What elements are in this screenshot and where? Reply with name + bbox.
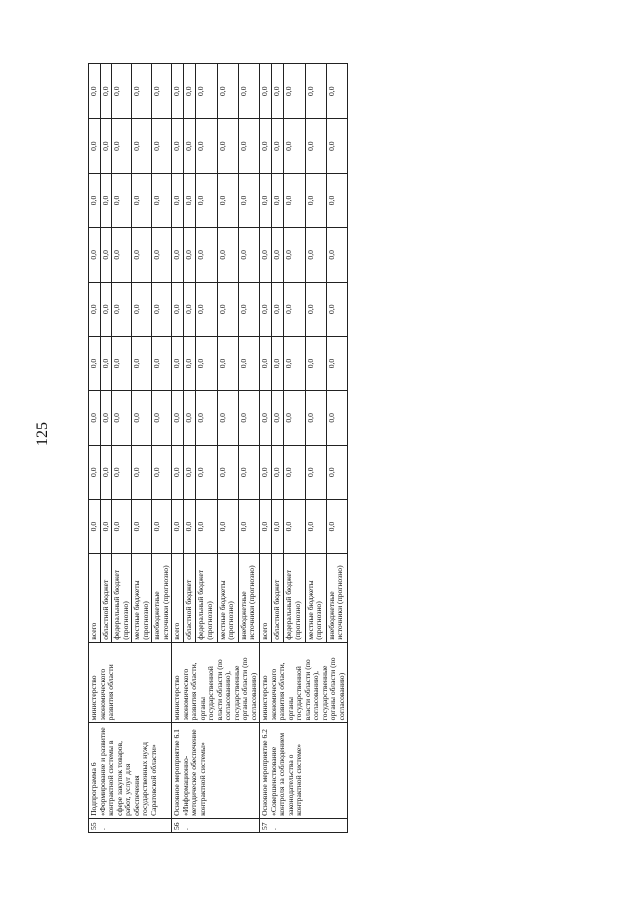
value-cell: 0,0 [132, 119, 152, 173]
row-executor: министерство экономического развития области, органы государственной власти области (по согласованию), государственные органы области (по согласованию) [172, 642, 260, 723]
table-row [260, 64, 272, 833]
value-cell: 0,0 [217, 391, 238, 445]
value-cell: 0,0 [184, 119, 196, 173]
value-cell: 0,0 [260, 282, 272, 336]
value-cell: 0,0 [238, 445, 259, 499]
value-cell: 0,0 [217, 282, 238, 336]
value-cell: 0,0 [217, 173, 238, 227]
funding-source-label: областной бюджет [272, 554, 284, 643]
value-cell: 0,0 [305, 445, 326, 499]
value-cell: 0,0 [89, 173, 101, 227]
value-cell: 0,0 [238, 336, 259, 390]
value-cell: 0,0 [326, 228, 347, 282]
funding-source-label: всего [89, 554, 101, 643]
value-cell: 0,0 [172, 119, 184, 173]
value-cell: 0,0 [305, 228, 326, 282]
value-cell: 0,0 [196, 173, 217, 227]
funding-source-label: всего [260, 554, 272, 643]
value-cell: 0,0 [132, 173, 152, 227]
value-cell: 0,0 [172, 64, 184, 119]
value-cell: 0,0 [132, 228, 152, 282]
value-cell: 0,0 [272, 173, 284, 227]
value-cell: 0,0 [217, 228, 238, 282]
row-no: 57. [260, 818, 348, 832]
value-cell: 0,0 [305, 119, 326, 173]
value-cell: 0,0 [100, 499, 112, 553]
funding-source-label: местные бюджеты (прогнозно) [132, 554, 152, 643]
value-cell: 0,0 [152, 391, 172, 445]
value-cell: 0,0 [89, 445, 101, 499]
value-cell: 0,0 [184, 282, 196, 336]
value-cell: 0,0 [272, 336, 284, 390]
value-cell: 0,0 [112, 64, 132, 119]
funding-source-label: областной бюджет [100, 554, 112, 643]
value-cell: 0,0 [305, 64, 326, 119]
value-cell: 0,0 [100, 336, 112, 390]
value-cell: 0,0 [284, 499, 305, 553]
value-cell: 0,0 [326, 499, 347, 553]
value-cell: 0,0 [217, 445, 238, 499]
value-cell: 0,0 [132, 445, 152, 499]
value-cell: 0,0 [132, 499, 152, 553]
funding-source-label: областной бюджет [184, 554, 196, 643]
funding-source-label: внебюджетные источники (прогнозно) [152, 554, 172, 643]
value-cell: 0,0 [238, 391, 259, 445]
value-cell: 0,0 [100, 173, 112, 227]
row-title: Основное мероприятие 6.2 «Совершенствование контроля за соблюдением законодательства о контрактной системе» [260, 723, 348, 819]
value-cell: 0,0 [89, 228, 101, 282]
value-cell: 0,0 [184, 64, 196, 119]
value-cell: 0,0 [89, 64, 101, 119]
value-cell: 0,0 [132, 391, 152, 445]
value-cell: 0,0 [272, 119, 284, 173]
funding-source-label: федеральный бюджет (прогнозно) [284, 554, 305, 643]
table-body [89, 64, 348, 833]
value-cell: 0,0 [326, 391, 347, 445]
value-cell: 0,0 [100, 445, 112, 499]
value-cell: 0,0 [326, 119, 347, 173]
value-cell: 0,0 [238, 499, 259, 553]
value-cell: 0,0 [260, 119, 272, 173]
row-title: Основное мероприятие 6.1 «Информационно-методическое обеспечение контрактной системы» [172, 723, 260, 819]
value-cell: 0,0 [260, 173, 272, 227]
value-cell: 0,0 [326, 445, 347, 499]
funding-source-label: федеральный бюджет (прогнозно) [196, 554, 217, 643]
value-cell: 0,0 [89, 119, 101, 173]
value-cell: 0,0 [272, 64, 284, 119]
value-cell: 0,0 [272, 228, 284, 282]
value-cell: 0,0 [100, 391, 112, 445]
value-cell: 0,0 [260, 391, 272, 445]
value-cell: 0,0 [196, 64, 217, 119]
value-cell: 0,0 [238, 173, 259, 227]
value-cell: 0,0 [89, 282, 101, 336]
budget-table-rotated [88, 63, 346, 833]
value-cell: 0,0 [112, 445, 132, 499]
value-cell: 0,0 [152, 173, 172, 227]
value-cell: 0,0 [184, 499, 196, 553]
row-no: 56. [172, 818, 260, 832]
value-cell: 0,0 [112, 391, 132, 445]
value-cell: 0,0 [112, 336, 132, 390]
value-cell: 0,0 [196, 336, 217, 390]
funding-source-label: местные бюджеты (прогнозно) [305, 554, 326, 643]
value-cell: 0,0 [112, 228, 132, 282]
value-cell: 0,0 [284, 228, 305, 282]
value-cell: 0,0 [172, 499, 184, 553]
value-cell: 0,0 [196, 282, 217, 336]
row-executor: министерство экономического развития области [89, 642, 172, 723]
value-cell: 0,0 [305, 391, 326, 445]
value-cell: 0,0 [284, 173, 305, 227]
value-cell: 0,0 [238, 228, 259, 282]
value-cell: 0,0 [260, 228, 272, 282]
value-cell: 0,0 [152, 228, 172, 282]
value-cell: 0,0 [184, 228, 196, 282]
value-cell: 0,0 [284, 336, 305, 390]
value-cell: 0,0 [132, 282, 152, 336]
value-cell: 0,0 [172, 336, 184, 390]
value-cell: 0,0 [132, 336, 152, 390]
value-cell: 0,0 [112, 119, 132, 173]
value-cell: 0,0 [217, 499, 238, 553]
value-cell: 0,0 [217, 336, 238, 390]
value-cell: 0,0 [196, 445, 217, 499]
value-cell: 0,0 [172, 228, 184, 282]
value-cell: 0,0 [284, 119, 305, 173]
value-cell: 0,0 [284, 445, 305, 499]
value-cell: 0,0 [305, 336, 326, 390]
value-cell: 0,0 [238, 119, 259, 173]
value-cell: 0,0 [326, 173, 347, 227]
page-number: 125 [34, 422, 51, 446]
value-cell: 0,0 [152, 282, 172, 336]
value-cell: 0,0 [172, 282, 184, 336]
value-cell: 0,0 [326, 64, 347, 119]
value-cell: 0,0 [172, 391, 184, 445]
table-row [89, 64, 101, 833]
funding-source-label: местные бюджеты (прогнозно) [217, 554, 238, 643]
value-cell: 0,0 [196, 119, 217, 173]
value-cell: 0,0 [272, 391, 284, 445]
value-cell: 0,0 [152, 64, 172, 119]
funding-source-label: внебюджетные источники (прогнозно) [326, 554, 347, 643]
value-cell: 0,0 [100, 64, 112, 119]
row-no: 55. [89, 818, 172, 832]
value-cell: 0,0 [272, 499, 284, 553]
value-cell: 0,0 [305, 282, 326, 336]
value-cell: 0,0 [260, 64, 272, 119]
value-cell: 0,0 [238, 64, 259, 119]
row-executor: министерство экономического развития области, органы государственной власти области (по согласованию), государственные органы области (по согласованию) [260, 642, 348, 723]
value-cell: 0,0 [284, 391, 305, 445]
value-cell: 0,0 [152, 119, 172, 173]
value-cell: 0,0 [284, 282, 305, 336]
value-cell: 0,0 [112, 173, 132, 227]
value-cell: 0,0 [260, 499, 272, 553]
value-cell: 0,0 [100, 228, 112, 282]
value-cell: 0,0 [326, 336, 347, 390]
value-cell: 0,0 [326, 282, 347, 336]
value-cell: 0,0 [152, 336, 172, 390]
value-cell: 0,0 [260, 336, 272, 390]
budget-table [88, 63, 348, 833]
value-cell: 0,0 [112, 499, 132, 553]
value-cell: 0,0 [89, 336, 101, 390]
value-cell: 0,0 [217, 64, 238, 119]
value-cell: 0,0 [260, 445, 272, 499]
value-cell: 0,0 [184, 445, 196, 499]
row-title: Подпрограмма 6 «Формирование и развитие контрактной системы в сфере закупок товаров, работ, услуг для обеспечения государственных нужд Саратовской области» [89, 723, 172, 819]
funding-source-label: внебюджетные источники (прогнозно) [238, 554, 259, 643]
value-cell: 0,0 [152, 445, 172, 499]
value-cell: 0,0 [184, 391, 196, 445]
value-cell: 0,0 [217, 119, 238, 173]
value-cell: 0,0 [100, 119, 112, 173]
value-cell: 0,0 [89, 391, 101, 445]
funding-source-label: всего [172, 554, 184, 643]
table-row [172, 64, 184, 833]
value-cell: 0,0 [172, 173, 184, 227]
value-cell: 0,0 [284, 64, 305, 119]
value-cell: 0,0 [100, 282, 112, 336]
funding-source-label: федеральный бюджет (прогнозно) [112, 554, 132, 643]
value-cell: 0,0 [196, 391, 217, 445]
value-cell: 0,0 [305, 499, 326, 553]
value-cell: 0,0 [172, 445, 184, 499]
value-cell: 0,0 [196, 499, 217, 553]
value-cell: 0,0 [184, 173, 196, 227]
value-cell: 0,0 [112, 282, 132, 336]
value-cell: 0,0 [305, 173, 326, 227]
value-cell: 0,0 [184, 336, 196, 390]
value-cell: 0,0 [238, 282, 259, 336]
value-cell: 0,0 [272, 282, 284, 336]
value-cell: 0,0 [196, 228, 217, 282]
value-cell: 0,0 [132, 64, 152, 119]
value-cell: 0,0 [272, 445, 284, 499]
value-cell: 0,0 [89, 499, 101, 553]
value-cell: 0,0 [152, 499, 172, 553]
